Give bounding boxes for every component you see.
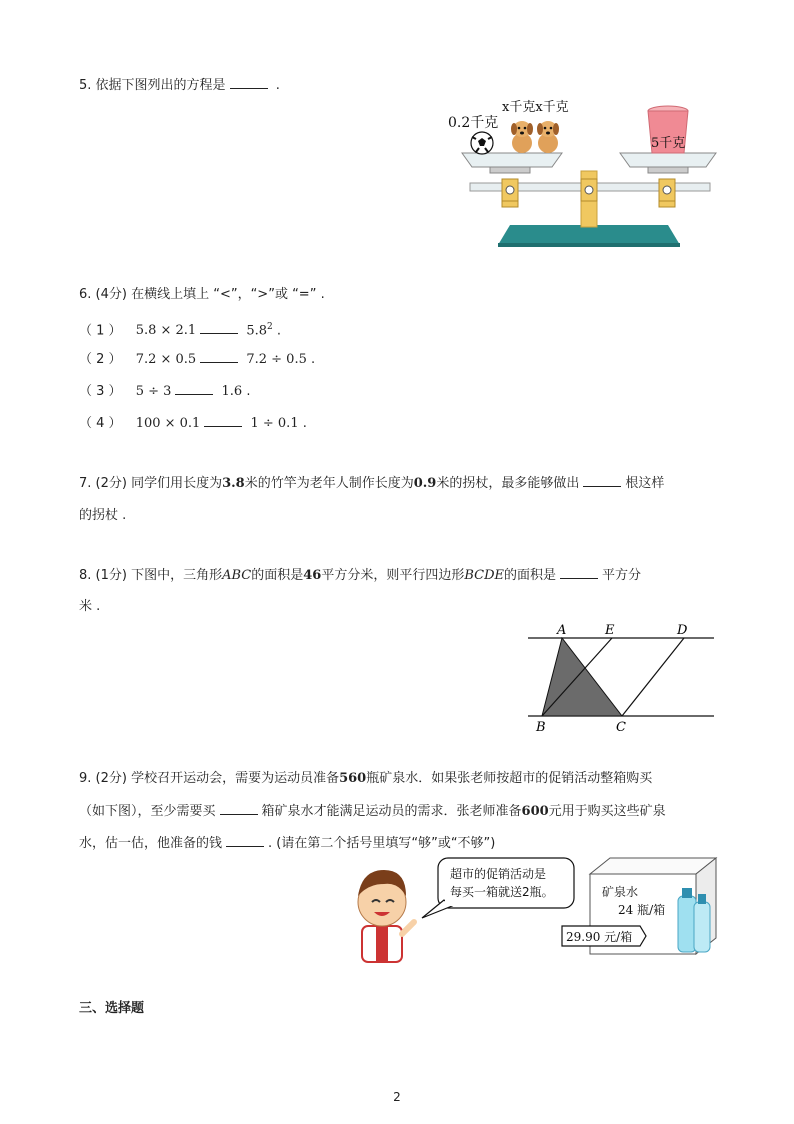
q7-line-1: 7. (2分) 同学们用长度为3.8米的竹竿为老年人制作长度为0.9米的拐杖，最多能够做出 根这样 xyxy=(79,476,665,491)
q6-blank-3[interactable] xyxy=(175,382,213,395)
q8-line-2: 米 . xyxy=(79,599,101,614)
price-tag xyxy=(562,926,646,946)
promotion-figure xyxy=(340,856,725,968)
q6-item-right: 7.2 ÷ 0.5 xyxy=(246,352,307,367)
segment-cd xyxy=(622,638,684,716)
q8-triangle-name: ABC xyxy=(222,568,252,583)
bubble-line-1: 超市的促销活动是 xyxy=(450,867,547,881)
q7-number: 0.9 xyxy=(413,476,437,491)
q6-blank-2[interactable] xyxy=(200,350,238,363)
q6-exponent: 2 xyxy=(267,322,273,332)
q6-blank-1[interactable] xyxy=(200,321,238,334)
right-pan xyxy=(620,153,716,167)
balance-scale-figure xyxy=(440,95,730,255)
parallelogram-figure xyxy=(528,620,718,736)
soccer-ball-icon xyxy=(471,132,493,154)
q9-line-3: 水，估一估，他准备的钱 . (请在第二个括号里填写“够”或“不够”) xyxy=(79,836,496,851)
q6-item-1: （ 1 ） 5.8 × 2.1 $5.8^2$ . xyxy=(79,322,282,339)
speech-bubble xyxy=(422,858,574,918)
triangle-abc xyxy=(542,638,622,716)
q6-item-left: 5 ÷ 3 xyxy=(135,384,172,399)
dog-icon xyxy=(537,121,559,153)
q7-number: 3.8 xyxy=(222,476,245,491)
point-a-label: A xyxy=(557,623,567,638)
left-pan xyxy=(462,153,562,167)
q8-line-1: 8. (1分) 下图中，三角形ABC的面积是46平方分米，则平行四边形BCDE的面积是 平方分 xyxy=(79,568,642,583)
q9-number: 600 xyxy=(521,804,549,819)
q9-blank-2[interactable] xyxy=(226,834,264,847)
q6-blank-4[interactable] xyxy=(204,414,242,427)
q5-stem: 5. 依据下图列出的方程是 xyxy=(79,78,226,93)
point-d-label: D xyxy=(677,623,688,638)
q8-parallelogram-name: BCDE xyxy=(464,568,505,583)
point-e-label: E xyxy=(605,623,615,638)
q8-number: 46 xyxy=(303,568,322,583)
q5-tail: . xyxy=(275,78,280,93)
q6-item-right: 1 ÷ 0.1 xyxy=(250,416,299,431)
q9-blank-1[interactable] xyxy=(220,802,258,815)
q6-item-right: 5.8 xyxy=(246,323,268,339)
q6-item-left: 7.2 × 0.5 xyxy=(135,352,197,367)
dog-icon xyxy=(511,121,533,153)
q5-text xyxy=(79,76,280,95)
point-c-label: C xyxy=(616,720,626,735)
box-quantity: 24 瓶/箱 xyxy=(618,903,666,917)
price-label: 29.90 元/箱 xyxy=(566,930,633,944)
dogs-weight-label: x千克x千克 xyxy=(502,100,569,115)
q9-line-1: 9. (2分) 学校召开运动会，需要为运动员准备560瓶矿泉水．如果张老师按超市的促销活动整箱购买 xyxy=(79,771,653,786)
q6-item-number: （ 1 ） xyxy=(79,323,122,339)
bubble-line-2: 每买一箱就送2瓶。 xyxy=(450,885,554,899)
q6-item-left: 5.8 × 2.1 xyxy=(135,323,197,339)
q9-number: 560 xyxy=(339,771,367,786)
q6-stem: 6. (4分) 在横线上填上 “<”，“>”或 “=” . xyxy=(79,287,325,302)
section-3-heading: 三、选择题 xyxy=(79,1001,145,1016)
point-b-label: B xyxy=(536,720,546,735)
q6-item-left: 100 × 0.1 xyxy=(135,416,201,431)
q9-line-2: （如下图），至少需要买 箱矿泉水才能满足运动员的需求．张老师准备600元用于购买这些矿泉 xyxy=(79,804,666,819)
ball-weight-label: 0.2千克 xyxy=(448,115,499,131)
q6-item-3: （ 3 ） 5 ÷ 3 1.6 . xyxy=(79,384,251,399)
q6-item-right: 1.6 xyxy=(221,384,243,399)
scale-base xyxy=(498,225,680,245)
cup-weight-label: 5千克 xyxy=(651,136,686,151)
q6-item-number: （ 2 ） xyxy=(79,352,122,367)
q7-line-2: 的拐杖 . xyxy=(79,508,127,523)
q6-item-4: （ 4 ） 100 × 0.1 1 ÷ 0.1 . xyxy=(79,416,307,431)
page-number: 2 xyxy=(393,1090,401,1104)
q8-blank[interactable] xyxy=(560,566,598,579)
q6-item-number: （ 4 ） xyxy=(79,416,122,431)
q5-blank[interactable] xyxy=(230,76,268,89)
q6-item-2: （ 2 ） 7.2 × 0.5 7.2 ÷ 0.5 . xyxy=(79,352,316,367)
boy-cartoon-icon xyxy=(358,870,414,962)
q6-item-number: （ 3 ） xyxy=(79,384,122,399)
box-title: 矿泉水 xyxy=(602,885,639,899)
water-bottle-icon xyxy=(678,888,710,952)
q7-blank[interactable] xyxy=(583,474,621,487)
